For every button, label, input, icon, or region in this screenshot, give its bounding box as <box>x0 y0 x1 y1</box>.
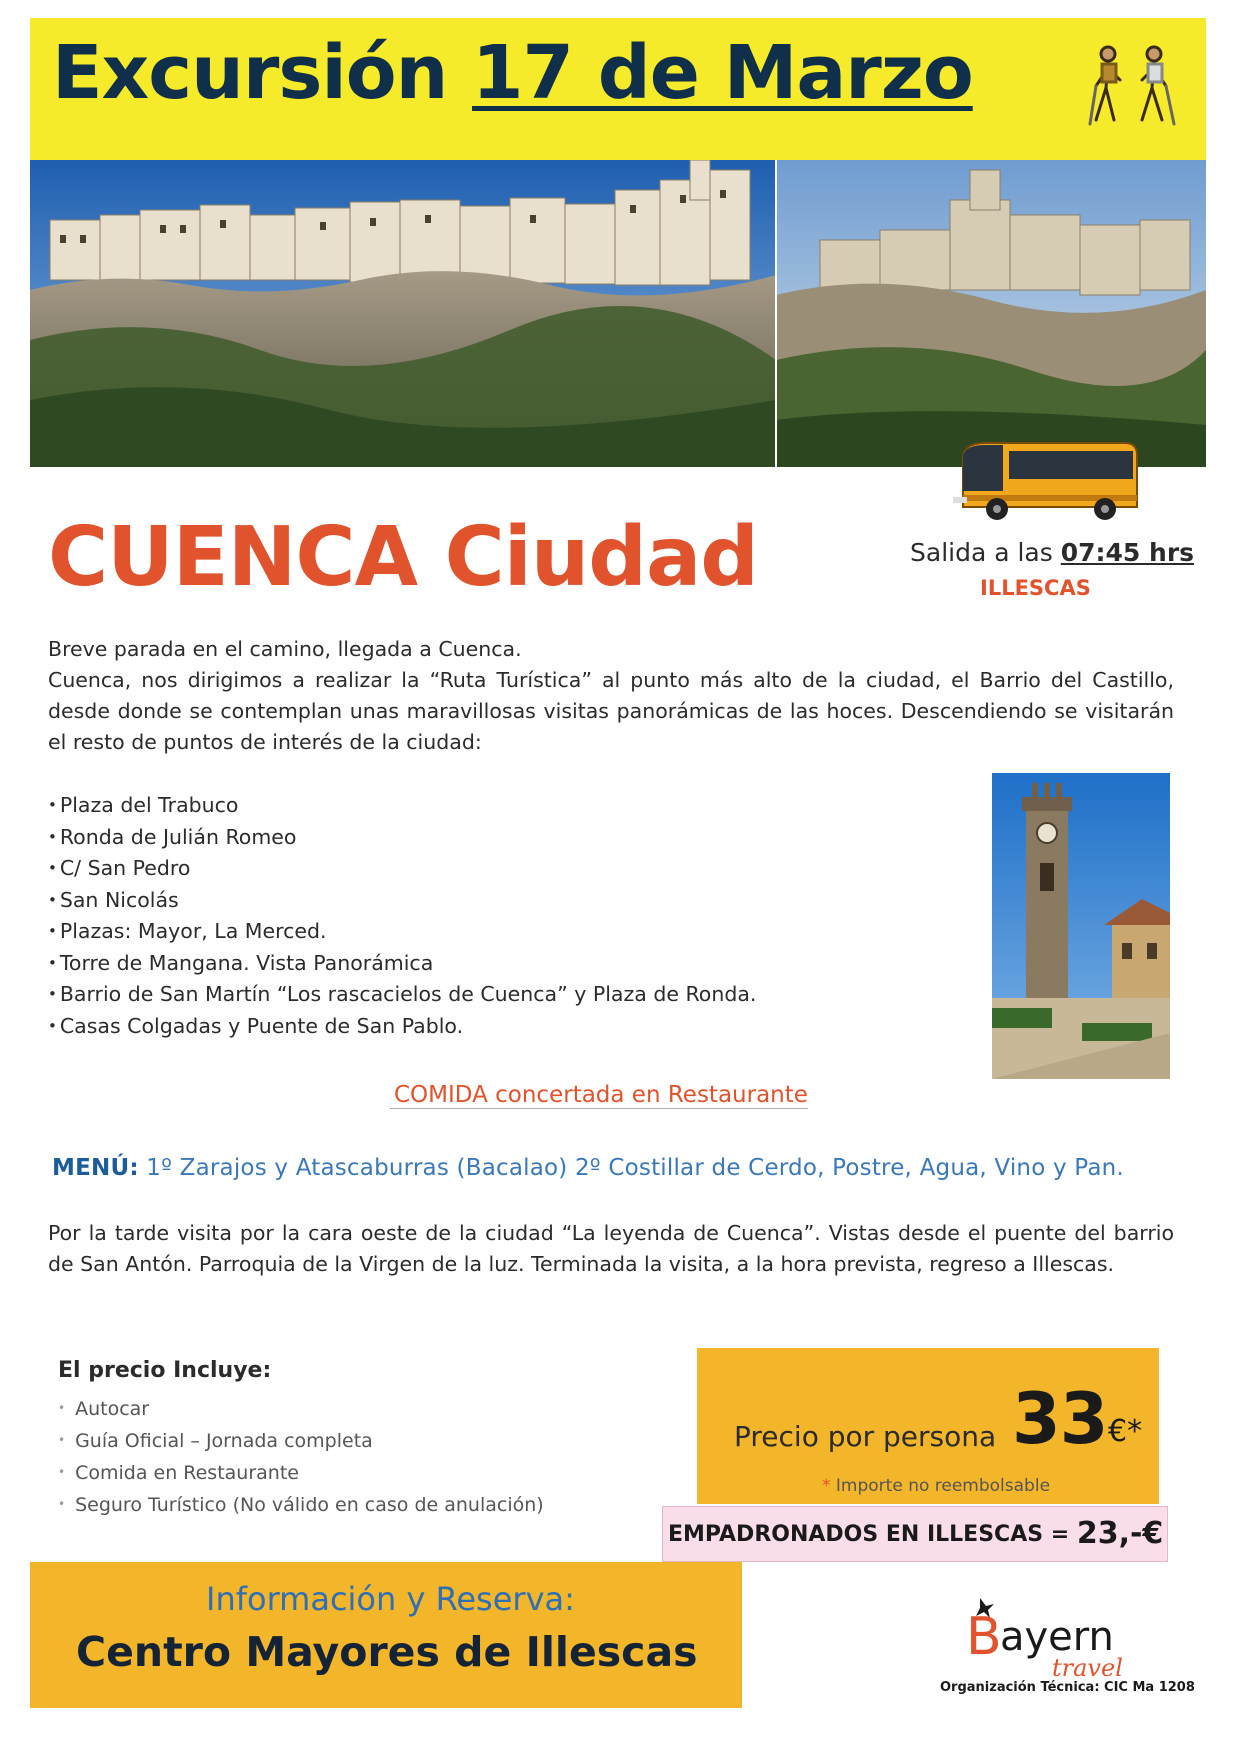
resident-price <box>668 1516 1163 1551</box>
list-item: • Barrio de San Martín “Los rascacielos de Cuenca” y Plaza de Ronda. <box>48 979 756 1011</box>
intro-line-2: Cuenca, nos dirigimos a realizar la “Ruta Turística” al punto más alto de la ciudad, el Barrio del Castillo, desde donde se contemplan unas maravillosas visitas panorámicas de las hoces. Descendiendo se visitarán el resto de puntos de interés de la ciudad: <box>48 668 1174 754</box>
list-item: • Torre de Mangana. Vista Panorámica <box>48 948 756 980</box>
mangana-tower-photo <box>992 773 1170 1079</box>
departure-place: ILLESCAS <box>980 576 1091 600</box>
title-prefix: Excursión <box>52 30 448 116</box>
list-item: • Ronda de Julián Romeo <box>48 822 756 854</box>
afternoon-text: Por la tarde visita por la cara oeste de la ciudad “La leyenda de Cuenca”. Vistas desde el puente del barrio de San Antón. Parroquia de la Virgen de la luz. Terminada la visita, a la hora prevista, regreso a Illescas. <box>48 1221 1174 1276</box>
title-date: 17 de Marzo <box>472 30 973 116</box>
price-amount: 33 <box>1012 1378 1108 1460</box>
resident-amount: 23,-€ <box>1076 1516 1164 1551</box>
list-item: • Comida en Restaurante <box>58 1457 544 1489</box>
refund-note-text: Importe no reembolsable <box>835 1476 1051 1496</box>
list-item: • Plaza del Trabuco <box>48 790 756 822</box>
list-item: • Seguro Turístico (No válido en caso de anulación) <box>58 1489 544 1521</box>
logo-sub: travel <box>1052 1654 1123 1682</box>
logo-initial: B <box>966 1607 1002 1667</box>
logo-brand: ayern <box>1000 1614 1114 1660</box>
departure-time: 07:45 hrs <box>1060 538 1195 567</box>
menu-label: MENÚ: <box>52 1155 139 1181</box>
includes-list <box>58 1393 544 1521</box>
bayern-travel-logo <box>960 1594 1150 1684</box>
departure-prefix: Salida a las <box>910 538 1053 567</box>
price-currency: €* <box>1108 1414 1143 1449</box>
includes-title: El precio Incluye: <box>58 1358 272 1383</box>
page-title <box>52 30 973 116</box>
lunch-text: COMIDA concertada en Restaurante <box>390 1082 808 1109</box>
hikers-icon <box>1078 40 1188 140</box>
list-item: • Plazas: Mayor, La Merced. <box>48 916 756 948</box>
organization-note: Organización Técnica: CIC Ma 1208 <box>940 1680 1195 1695</box>
bus-icon <box>945 435 1145 525</box>
menu-line <box>52 1155 1124 1181</box>
resident-label: EMPADRONADOS EN ILLESCAS = <box>668 1522 1077 1547</box>
info-place: Centro Mayores de Illescas <box>76 1628 698 1676</box>
points-of-interest-list <box>48 790 756 1042</box>
intro-text <box>48 634 1174 758</box>
list-item: • Autocar <box>58 1393 544 1425</box>
refund-note <box>822 1476 1050 1496</box>
cuenca-panorama-photo <box>30 160 1206 467</box>
refund-note-star: * <box>822 1476 831 1496</box>
price-label: Precio por persona <box>734 1420 997 1453</box>
list-item: • Guía Oficial – Jornada completa <box>58 1425 544 1457</box>
departure-info <box>910 538 1194 567</box>
list-item: • San Nicolás <box>48 885 756 917</box>
list-item: • C/ San Pedro <box>48 853 756 885</box>
intro-line-1: Breve parada en el camino, llegada a Cuenca. <box>48 637 522 661</box>
menu-text: 1º Zarajos y Atascaburras (Bacalao) 2º Costillar de Cerdo, Postre, Agua, Vino y Pan. <box>146 1155 1124 1181</box>
info-title: Información y Reserva: <box>206 1580 575 1618</box>
list-item: • Casas Colgadas y Puente de San Pablo. <box>48 1011 756 1043</box>
destination-title: CUENCA Ciudad <box>48 510 758 605</box>
lunch-note <box>390 1082 808 1108</box>
